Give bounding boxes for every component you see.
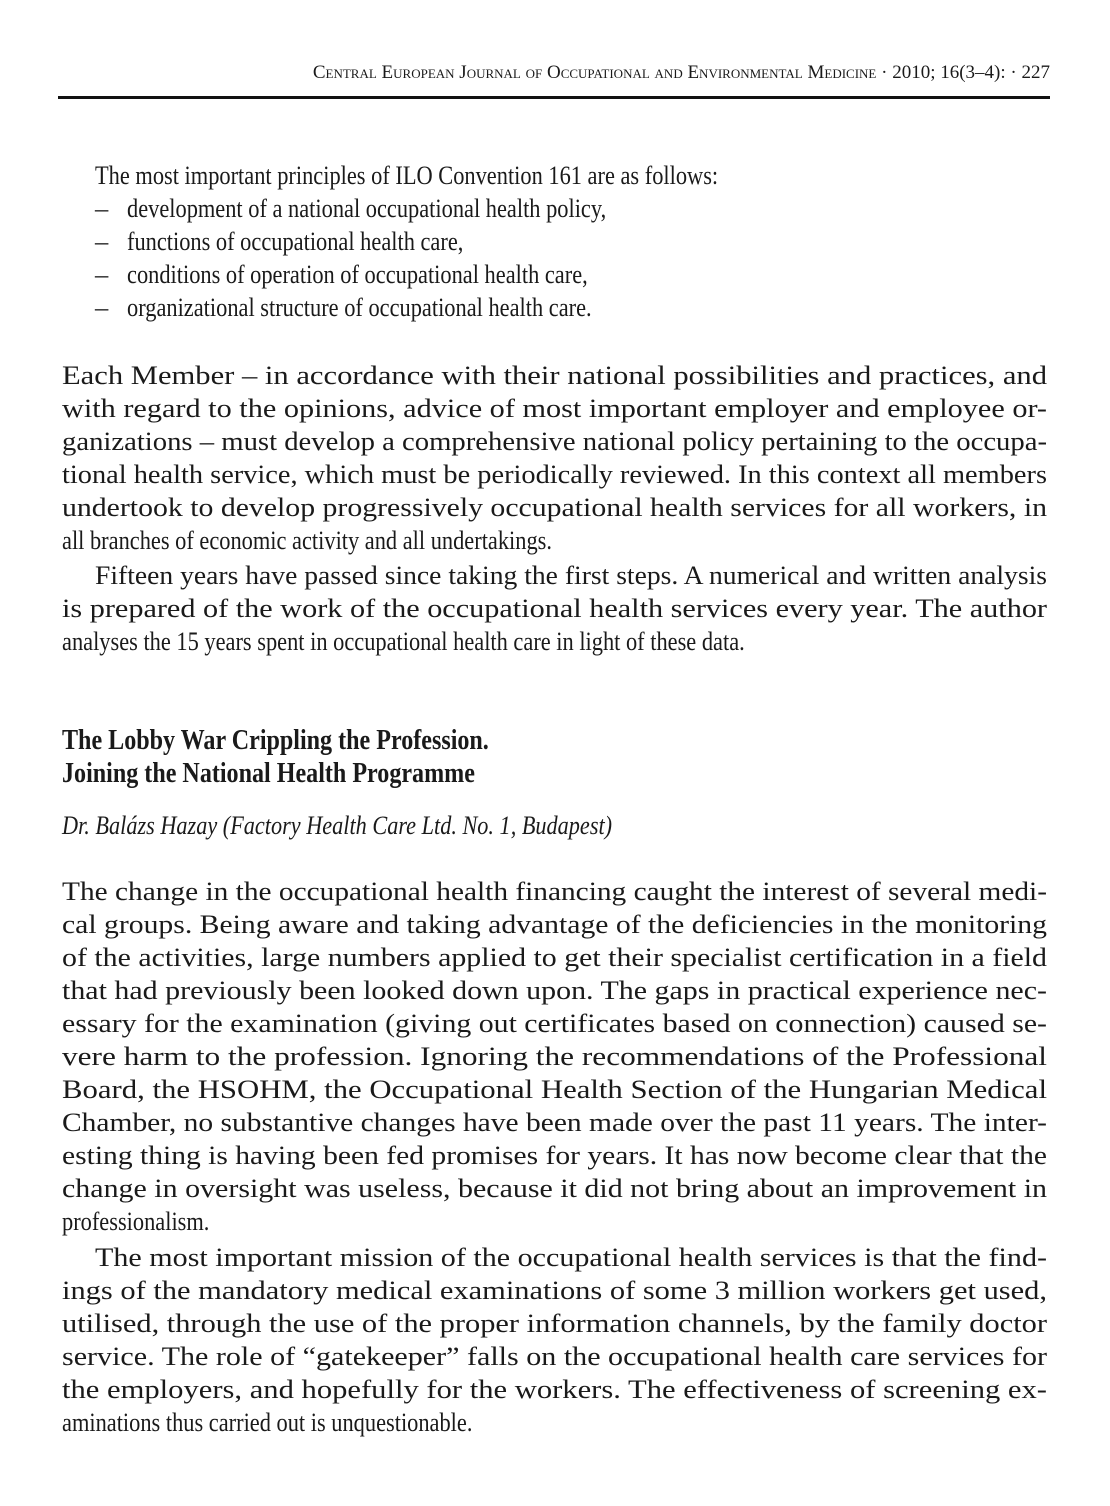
list-item: – conditions of operation of occupational health care, [95, 259, 588, 289]
bullet-dash: – [95, 292, 109, 322]
article-title-line-2: Joining the National Health Programme [62, 758, 475, 789]
journal-name: Central European Journal of Occupational and Environmental Medicine [312, 62, 877, 83]
list-item: – functions of occupational health care, [95, 226, 464, 256]
header-rule [58, 96, 1050, 99]
bullet-dash: – [95, 226, 109, 256]
bullet-dash: – [95, 193, 109, 223]
bullet-dash: – [95, 259, 109, 289]
running-header [58, 62, 1050, 92]
list-item: – organizational structure of occupational health care. [95, 292, 592, 322]
article-title-line-1: The Lobby War Crippling the Profession. [62, 725, 489, 756]
intro-lead: The most important principles of ILO Convention 161 are as follows: [95, 160, 719, 190]
article-author: Dr. Balázs Hazay (Factory Health Care Ltd. No. 1, Budapest) [62, 810, 613, 840]
list-item: – development of a national occupational health policy, [95, 193, 607, 223]
citation: · 2010; 16(3–4): · 227 [881, 62, 1050, 83]
